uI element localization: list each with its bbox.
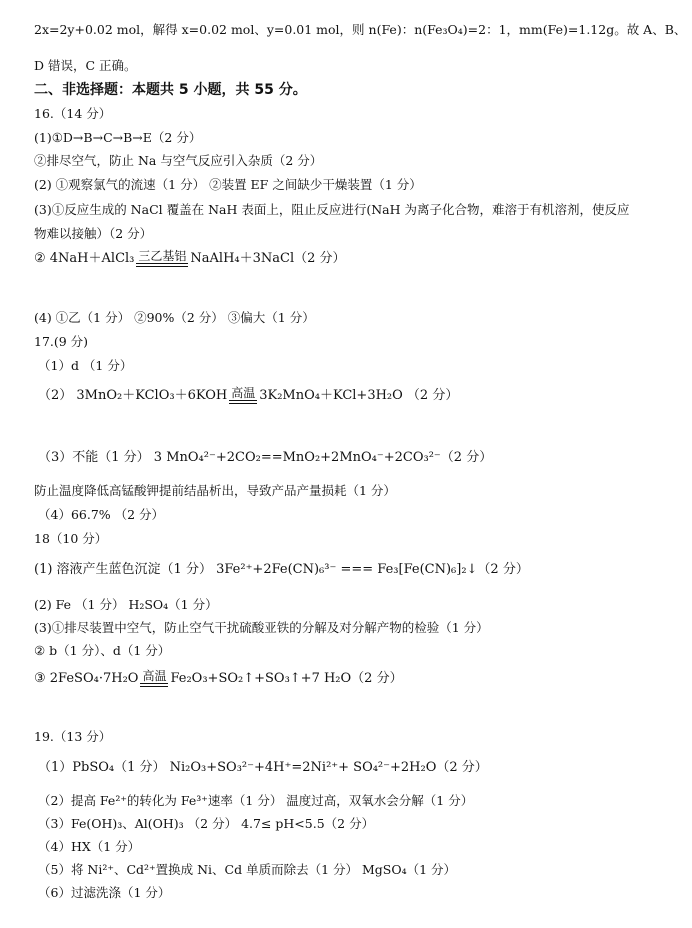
equation-right: Fe₂O₃+SO₂↑+SO₃↑+7 H₂O（2 分） — [170, 670, 403, 686]
section-heading: 二、非选择题：本题共 5 小题，共 55 分。 — [34, 82, 307, 98]
text-line: （3）不能（1 分） 3 MnO₄²⁻+2CO₂==MnO₂+2MnO₄⁻+2CO₃²⁻（2 分） — [38, 450, 493, 465]
text-line: D 错误，C 正确。 — [34, 58, 137, 73]
reaction-condition-arrow — [136, 250, 188, 267]
text-line: 防止温度降低高锰酸钾提前结晶析出，导致产品产量损耗（1 分） — [34, 483, 396, 498]
equation-right: NaAlH₄＋3NaCl（2 分） — [190, 250, 346, 266]
equation-left: （2） 3MnO₂＋KClO₃＋6KOH — [38, 387, 228, 403]
equation-right: 3K₂MnO₄＋KCl+3H₂O （2 分） — [259, 387, 459, 403]
equation-left: ③ 2FeSO₄·7H₂O — [34, 670, 139, 686]
text-line: 物难以接触）（2 分） — [34, 226, 153, 241]
text-line: ②排尽空气，防止 Na 与空气反应引入杂质（2 分） — [34, 153, 323, 168]
text-line: (1) 溶液产生蓝色沉淀（1 分） 3Fe²⁺+2Fe(CN)₆³⁻ === Fe₃[Fe(CN)₆]₂↓（2 分） — [34, 562, 529, 577]
reaction-condition-arrow — [229, 387, 257, 404]
text-line: （5）将 Ni²⁺、Cd²⁺置换成 Ni、Cd 单质而除去（1 分） MgSO₄（1 分） — [38, 862, 457, 877]
question-17-heading: 17.(9 分) — [34, 334, 89, 349]
text-line: 2x=2y+0.02 mol，解得 x=0.02 mol、y=0.01 mol，则 n(Fe)：n(Fe₃O₄)=2：1，mm(Fe)=1.12g。故 A、B、 — [34, 22, 687, 37]
text-line: (3)①排尽装置中空气，防止空气干扰硫酸亚铁的分解及对分解产物的检验（1 分） — [34, 620, 489, 635]
reaction-condition: 高温 — [142, 669, 167, 683]
question-18-heading: 18（10 分） — [34, 531, 108, 546]
text-line: (1)①D→B→C→B→E（2 分） — [34, 130, 202, 145]
text-line: （1）PbSO₄（1 分） Ni₂O₃+SO₃²⁻+4H⁺=2Ni²⁺+ SO₄²⁻+2H₂O（2 分） — [38, 760, 488, 775]
text-line: (4) ①乙（1 分） ②90%（2 分） ③偏大（1 分） — [34, 310, 315, 325]
text-line: （2）提高 Fe²⁺的转化为 Fe³⁺速率（1 分） 温度过高，双氧水会分解（1 分） — [38, 793, 474, 808]
reaction-condition: 三乙基铝 — [138, 249, 187, 263]
equation-line — [38, 387, 458, 404]
text-line: （4）66.7% （2 分） — [38, 507, 165, 522]
text-line: （1）d （1 分） — [38, 358, 133, 373]
question-19-heading: 19.（13 分） — [34, 729, 112, 744]
reaction-condition: 高温 — [231, 386, 256, 400]
text-line: (2) Fe （1 分） H₂SO₄（1 分） — [34, 597, 218, 612]
reaction-condition-arrow — [140, 670, 168, 687]
text-line: (2) ①观察氯气的流速（1 分） ②装置 EF 之间缺少干燥装置（1 分） — [34, 177, 422, 192]
text-line: (3)①反应生成的 NaCl 覆盖在 NaH 表面上，阻止反应进行(NaH 为离子化合物，难溶于有机溶剂，使反应 — [34, 202, 630, 217]
text-line: （6）过滤洗涤（1 分） — [38, 885, 171, 900]
text-line: （3）Fe(OH)₃、Al(OH)₃ （2 分） 4.7≤ pH<5.5（2 分） — [38, 816, 375, 831]
equation-line — [34, 250, 346, 267]
equation-line — [34, 670, 403, 687]
equation-left: ② 4NaH＋AlCl₃ — [34, 250, 135, 266]
text-line: ② b（1 分）、d（1 分） — [34, 643, 171, 658]
question-16-heading: 16.（14 分） — [34, 106, 112, 121]
text-line: （4）HX（1 分） — [38, 839, 141, 854]
